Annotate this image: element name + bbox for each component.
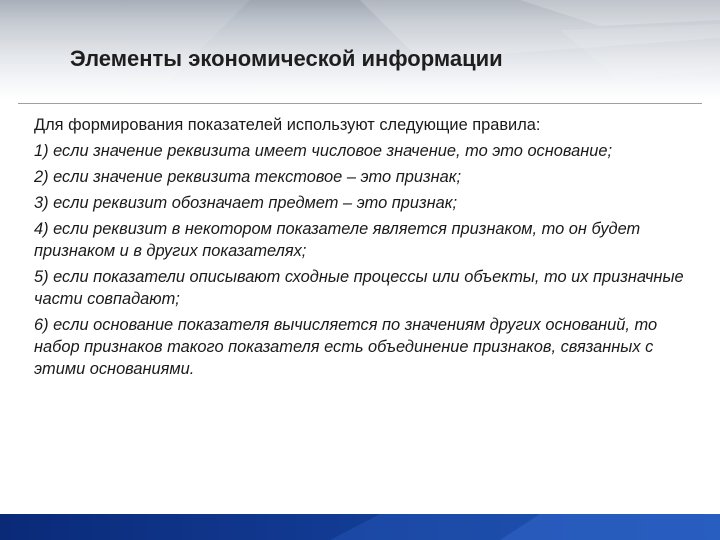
rule-item-5: 5) если показатели описывают сходные процессы или объекты, то их призначные части совпадают; bbox=[34, 268, 684, 308]
rule-item-3: 3) если реквизит обозначает предмет – это признак; bbox=[34, 194, 458, 212]
footer-decoration bbox=[0, 514, 720, 540]
rule-item-4: 4) если реквизит в некотором показателе является признаком, то он будет признаком и в других показателях; bbox=[34, 220, 641, 260]
rule-item-1: 1) если значение реквизита имеет числовое значение, то это основание; bbox=[34, 142, 612, 160]
rule-item-2: 2) если значение реквизита текстовое – это признак; bbox=[34, 168, 461, 186]
rule-item-6: 6) если основание показателя вычисляется по значениям других оснований, то набор признаков такого показателя есть объединение признаков, связанных с этими основаниями. bbox=[34, 316, 658, 378]
title-divider bbox=[18, 103, 702, 104]
intro-paragraph: Для формирования показателей используют следующие правила: bbox=[34, 116, 541, 134]
footer-bar bbox=[0, 514, 720, 540]
slide-body bbox=[34, 114, 694, 384]
slide-title: Элементы экономической информации bbox=[70, 46, 503, 71]
